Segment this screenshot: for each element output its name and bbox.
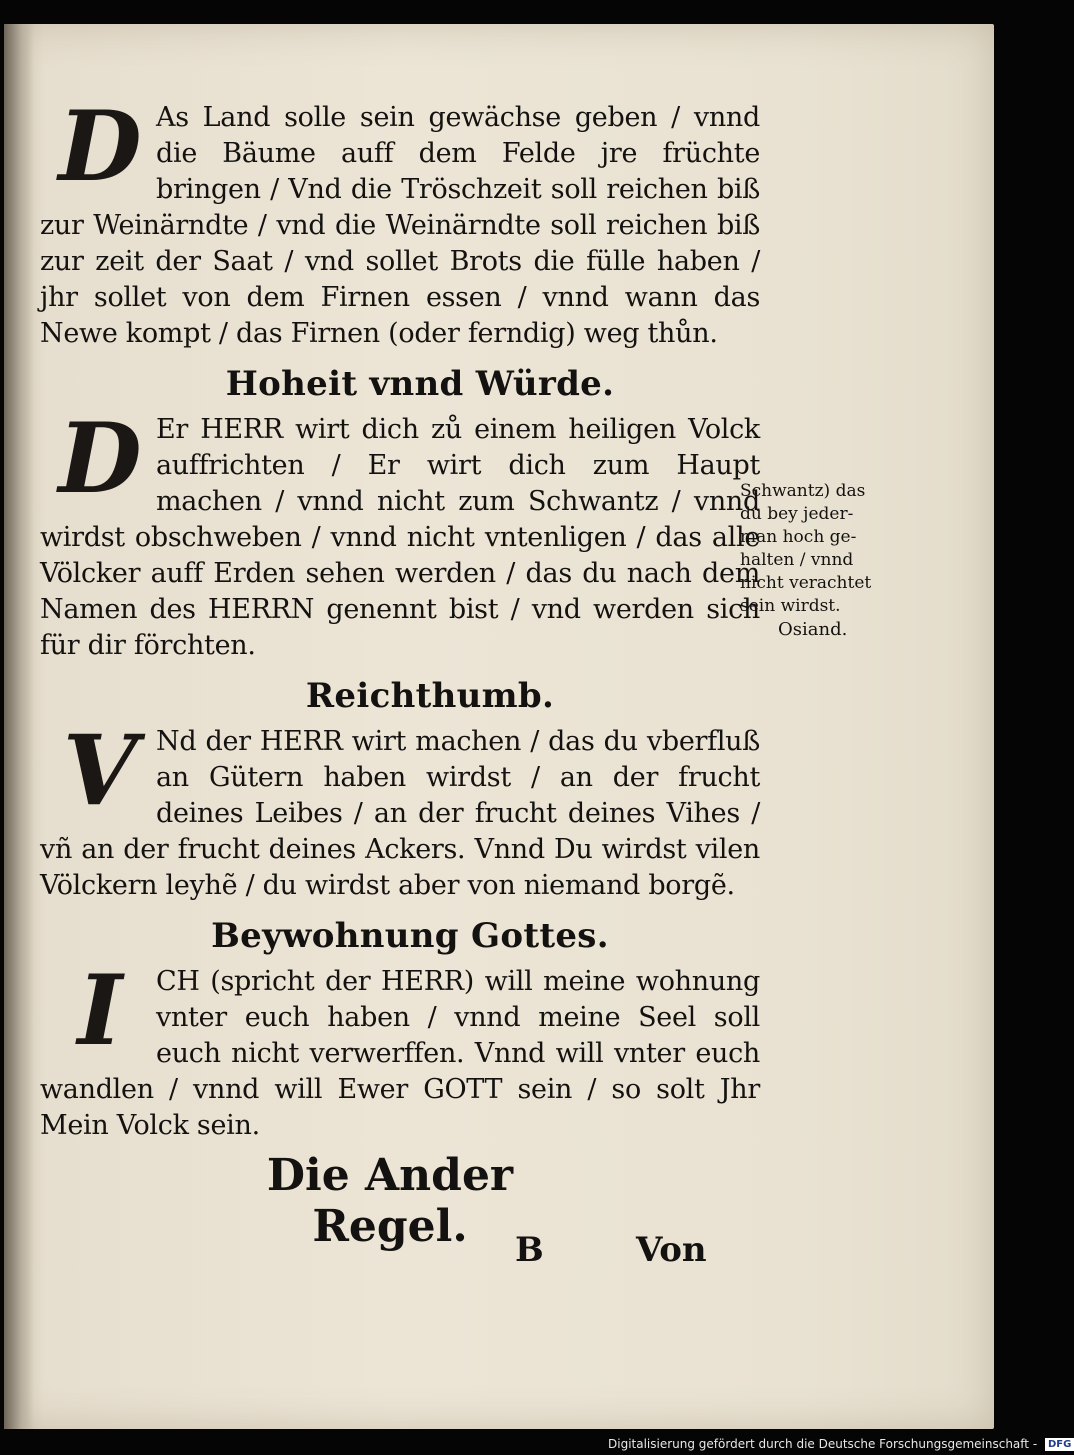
- signature-mark: B: [515, 1230, 544, 1270]
- margin-note-line: halten / vnnd: [740, 550, 854, 570]
- section-4: [40, 914, 760, 1144]
- digitization-footer: [608, 1436, 1074, 1452]
- margin-note-line: du bey jeder-: [740, 504, 854, 524]
- margin-note-line: sein wirdst.: [740, 596, 841, 616]
- decorated-initial: I: [77, 954, 123, 1067]
- dfg-logo-icon: DFG: [1045, 1438, 1074, 1451]
- marginal-note: [740, 480, 915, 641]
- main-text-block: [40, 90, 760, 1148]
- section-1: [40, 90, 760, 352]
- section-heading: Hoheit vnnd Würde.: [225, 364, 615, 404]
- margin-note-line: man hoch ge-: [740, 527, 857, 547]
- decorated-initial: D: [58, 402, 142, 515]
- margin-note-author: Osiand.: [778, 619, 848, 640]
- decorated-initial: D: [58, 90, 142, 203]
- section-heading: Beywohnung Gottes.: [211, 916, 609, 956]
- paragraph: Nd der HERR wirt machen / das du vberfluß an Gütern haben wirdst / an der frucht deines Leibes / an der frucht deines Vihes / vñ an der frucht deines Ackers. Vnnd Du wirdst vilen Völckern leyhẽ / du wirdst aber von niemand borgẽ.: [40, 726, 760, 901]
- chapter-heading: Die Ander Regel.: [266, 1150, 514, 1252]
- margin-note-line: nicht verachtet: [740, 573, 872, 593]
- section-3: [40, 674, 760, 904]
- paragraph: As Land solle sein gewächse geben / vnnd die Bäume auff dem Felde jre früchte bringen / Vnd die Tröschzeit soll reichen biß zur Weinärndte / vnd die Weinärndte soll reichen biß zur zeit der Saat / vnd sollet Brots die fülle haben / jhr sollet von dem Firnen essen / vnnd wann das Newe kompt / das Firnen (oder ferndig) weg thůn.: [40, 102, 760, 349]
- page-gutter: [4, 24, 34, 1429]
- section-heading: Reichthumb.: [305, 676, 555, 716]
- margin-note-line: Schwantz) das: [740, 481, 866, 501]
- paragraph: Er HERR wirt dich zů einem heiligen Volck auffrichten / Er wirt dich zum Haupt machen / vnnd nicht zum Schwantz / vnnd wirdst obschweben / vnnd nicht vntenligen / das alle Völcker auff Erden sehen werden / das du nach dem Namen des HERRN genennt bist / vnd werden sich für dir förchten.: [40, 414, 760, 661]
- decorated-initial: V: [62, 714, 138, 827]
- catchword: Von: [636, 1230, 707, 1270]
- footer-text: Digitalisierung gefördert durch die Deutsche Forschungsgemeinschaft -: [608, 1437, 1038, 1451]
- paragraph: CH (spricht der HERR) will meine wohnung vnter euch haben / vnnd meine Seel soll euch nicht verwerffen. Vnnd will vnter euch wandlen / vnnd will Ewer GOTT sein / so solt Jhr Mein Volck sein.: [40, 966, 760, 1141]
- section-2: [40, 362, 760, 664]
